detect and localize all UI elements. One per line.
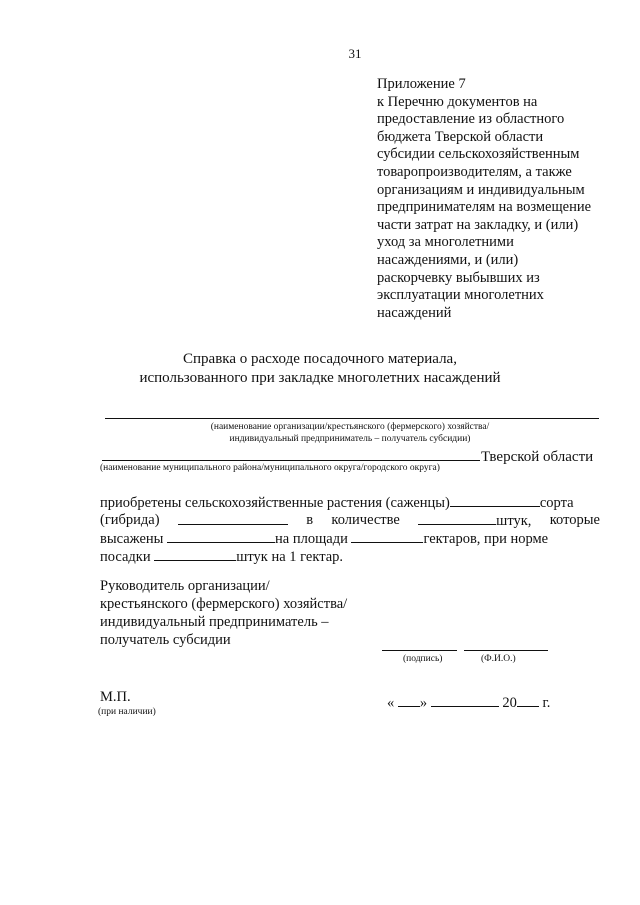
appendix-block	[377, 76, 617, 322]
month-field[interactable]	[431, 693, 499, 707]
org-caption-line-1: (наименование организации/крестьянского (фермерского) хозяйства/	[210, 422, 490, 432]
appendix-line: бюджета Тверской области	[377, 128, 544, 145]
title-line-1: Справка о расходе посадочного материала,	[183, 351, 457, 367]
appendix-line: эксплуатации многолетних	[377, 287, 544, 304]
appendix-line: части затрат на закладку, и (или)	[377, 216, 579, 233]
appendix-line: предпринимателям на возмещение	[377, 199, 592, 216]
appendix-line: насаждениями, и (или)	[377, 251, 519, 268]
quote-close: »	[419, 695, 428, 711]
appendix-line: раскорчевку выбывших из	[377, 269, 540, 286]
year-field[interactable]	[517, 693, 539, 707]
body-text: сорта	[539, 495, 574, 511]
body-text: высажены	[100, 531, 164, 547]
body-text: штук,	[496, 513, 532, 529]
quantity-field[interactable]	[418, 511, 496, 525]
area-field[interactable]	[351, 529, 423, 543]
full-name-label: (Ф.И.О.)	[481, 654, 516, 664]
year-prefix: 20	[502, 695, 517, 711]
body-text: количестве	[331, 512, 400, 528]
body-text: на площади	[275, 531, 348, 547]
signatory-line: крестьянского (фермерского) хозяйства/	[100, 596, 348, 612]
body-text: в	[306, 512, 314, 528]
page-number: 31	[348, 46, 362, 61]
signature-label: (подпись)	[403, 654, 443, 664]
appendix-line: уход за многолетними	[377, 234, 514, 251]
appendix-line: насаждений	[377, 304, 452, 321]
body-text: посадки	[100, 549, 151, 565]
planting-norm-field[interactable]	[154, 547, 236, 561]
body-line-3	[100, 529, 548, 548]
document-title	[120, 350, 520, 388]
appendix-line: Приложение 7	[377, 76, 466, 92]
signatory-block	[100, 577, 347, 649]
appendix-line: товаропроизводителям, а также	[377, 163, 572, 180]
body-text: которые	[549, 512, 600, 528]
region-suffix: Тверской области	[481, 449, 594, 465]
appendix-line: предоставление из областного	[377, 111, 565, 128]
region-name-field[interactable]	[102, 460, 480, 461]
signature-field[interactable]	[382, 650, 457, 651]
appendix-line: субсидии сельскохозяйственным	[377, 146, 580, 163]
org-name-field[interactable]	[105, 418, 599, 419]
stamp-label: М.П.	[100, 689, 131, 705]
body-text: (гибрида)	[100, 512, 160, 528]
org-caption-line-2: индивидуальный предприниматель – получатель субсидии)	[229, 434, 471, 444]
full-name-field[interactable]	[464, 650, 548, 651]
cultivar-field[interactable]	[450, 493, 540, 507]
signatory-line: Руководитель организации/	[100, 578, 270, 594]
body-text: приобретены сельскохозяйственные растения (саженцы)	[100, 495, 450, 511]
year-suffix: г.	[542, 695, 551, 711]
stamp-note: (при наличии)	[98, 707, 156, 717]
appendix-line: к Перечню документов на	[377, 93, 538, 110]
body-line-1	[100, 493, 574, 512]
quote-open: «	[387, 695, 395, 711]
planted-quantity-field[interactable]	[167, 529, 275, 543]
body-line-4	[100, 547, 343, 566]
body-line-2	[100, 511, 600, 530]
appendix-line: организациям и индивидуальным	[377, 181, 585, 198]
signatory-line: получатель субсидии	[100, 632, 231, 648]
org-name-caption	[150, 421, 550, 445]
body-text: штук на 1 гектар.	[236, 549, 344, 565]
day-field[interactable]	[398, 693, 420, 707]
hybrid-field[interactable]	[178, 511, 288, 525]
date-field	[387, 693, 550, 712]
title-line-2: использованного при закладке многолетних насаждений	[139, 370, 501, 386]
body-text: гектаров, при норме	[423, 531, 549, 547]
signatory-line: индивидуальный предприниматель –	[100, 614, 329, 630]
region-caption: (наименование муниципального района/муниципального округа/городского округа)	[100, 463, 440, 473]
